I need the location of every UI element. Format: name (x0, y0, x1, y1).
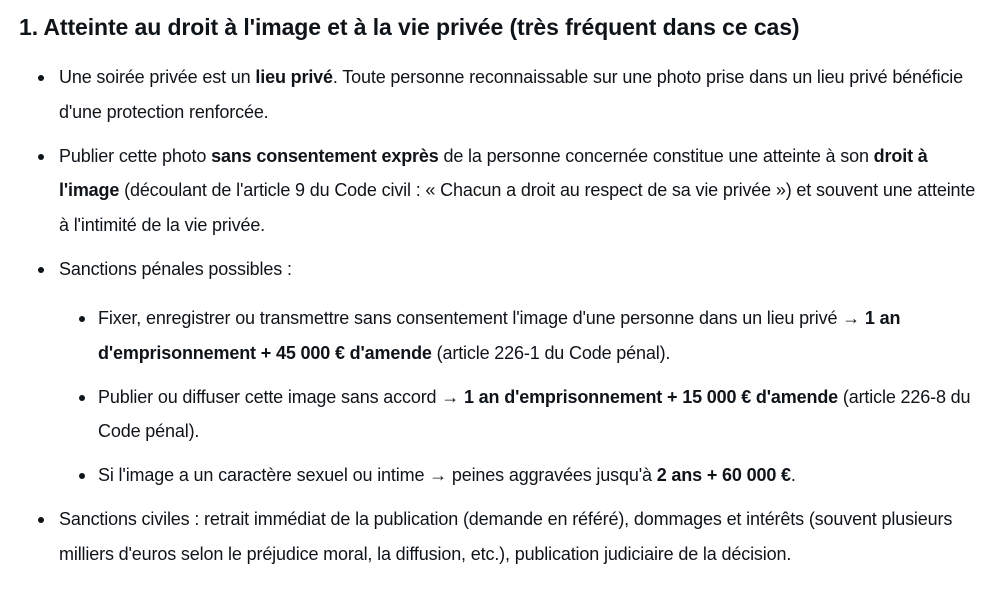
item-text: (article 226-1 du Code pénal). (431, 342, 671, 363)
item-text: Si l'image a un caractère sexuel ou intime → peines aggravées jusqu'à (98, 465, 657, 485)
item-text: Publier cette photo (59, 145, 212, 166)
document-content (19, 10, 979, 581)
list-item-penal-sanctions (19, 252, 979, 493)
item-text: Sanctions pénales possibles : (59, 258, 292, 279)
item-text: Fixer, enregistrer ou transmettre sans consentement l'image d'une personne dans un lieu privé → (98, 308, 865, 328)
sub-item-publish (59, 380, 979, 449)
item-text: Sanctions civiles : retrait immédiat de la publication (demande en référé), dommages et intérêts (souvent plusieurs milliers d'euros selon le préjudice moral, la diffusion, etc.), publication judiciaire de la décision. (59, 509, 953, 564)
list-item-civil-sanctions (19, 502, 979, 571)
item-bold-text: droit à l'image (59, 145, 928, 200)
item-bold-text: lieu privé (255, 67, 333, 87)
item-bold-text: 1 an d'emprisonnement + 15 000 € d'amende (463, 386, 839, 407)
item-text: (découlant de l'article 9 du Code civil : « Chacun a droit au respect de sa vie privée ») et souvent une atteinte à l'intimité de la vie privée. (59, 180, 976, 235)
item-bold-text: 1 an d'emprisonnement + 45 000 € d'amende (98, 308, 901, 363)
item-bold-text: sans consentement exprès (211, 145, 439, 166)
sub-item-record (59, 301, 979, 370)
item-text: de la personne concernée constitue une atteinte à son (438, 145, 874, 166)
sub-item-sexual (59, 458, 979, 493)
list-item-private-place (19, 60, 979, 129)
bullet-list (19, 60, 979, 571)
item-text: . Toute personne reconnaissable sur une photo prise dans un lieu privé bénéficie d'une protection renforcée. (59, 67, 964, 122)
item-text: Une soirée privée est un (59, 67, 256, 87)
nested-bullet-list (59, 301, 979, 493)
item-text: Publier ou diffuser cette image sans accord → (98, 386, 464, 407)
section-heading: 1. Atteinte au droit à l'image et à la vie privée (très fréquent dans ce cas) (19, 14, 800, 40)
item-bold-text: 2 ans + 60 000 € (656, 465, 791, 485)
list-item-consent (19, 139, 979, 243)
item-text: (article 226-8 du Code pénal). (98, 386, 971, 441)
item-text: . (790, 465, 796, 485)
